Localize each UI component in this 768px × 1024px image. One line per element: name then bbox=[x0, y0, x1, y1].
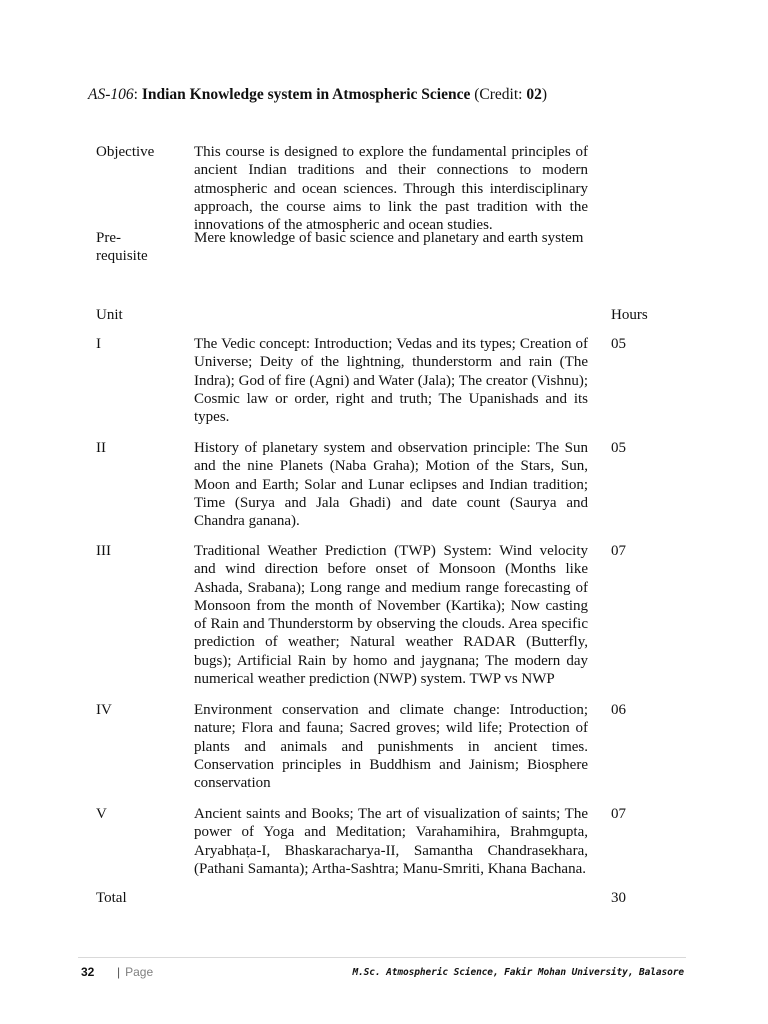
objective-label: Objective bbox=[96, 144, 155, 160]
total-label: Total bbox=[96, 890, 127, 906]
objective-text: This course is designed to explore the fundamental principles of ancient Indian traditions and their connections to modern atmospheric and ocean sciences. Through this interdisciplinary approach, the course aims to link the past tradition with the innovations of the atmospheric and ocean studies. bbox=[194, 144, 588, 234]
credit-value: 02 bbox=[526, 86, 542, 103]
unit-column-header: Unit bbox=[96, 307, 123, 323]
prerequisite-label bbox=[96, 229, 148, 266]
unit-number: I bbox=[96, 336, 101, 352]
unit-hours: 05 bbox=[611, 440, 626, 456]
total-hours: 30 bbox=[611, 890, 626, 906]
course-code-colon: : bbox=[133, 86, 142, 103]
unit-content: Traditional Weather Prediction (TWP) System: Wind velocity and wind direction before onset of Monsoon (Months like Ashada, Srabana); Long range and medium range forecasting of Monsoon from the month of November (Kartika); Now casting of Rain and Thunderstorm by observing the clouds. Area specific prediction of weather; Natural weather RADAR (Butterfly, bugs); Artificial Rain by homo and jaygnana; The modern day numerical weather prediction (NWP) system. TWP vs NWP bbox=[194, 543, 588, 688]
unit-content: History of planetary system and observation principle: The Sun and the nine Planets (Naba Graha); Motion of the Stars, Sun, Moon and Earth; Solar and Lunar eclipses and Indian tradition; Time (Surya and Jala Ghadi) and date count (Saurya and Chandra ganana). bbox=[194, 440, 588, 530]
page-label: Page bbox=[125, 965, 154, 979]
unit-hours: 05 bbox=[611, 336, 626, 352]
unit-number: V bbox=[96, 806, 107, 822]
hours-column-header: Hours bbox=[611, 307, 648, 323]
unit-number: IV bbox=[96, 702, 112, 718]
unit-content: The Vedic concept: Introduction; Vedas and its types; Creation of Universe; Deity of the lightning, thunderstorm and rain (The Indra); God of fire (Agni) and Water (Jala); The creator (Vishnu); Cosmic law or order, right and truth; The Upanishads and its types. bbox=[194, 336, 588, 426]
course-title-line bbox=[88, 85, 688, 105]
unit-content: Environment conservation and climate change: Introduction; nature; Flora and fauna; Sacred groves; wild life; Protection of plants and animals and punishments in ancient times. Conservation principles in Buddhism and Jainism; Biosphere conservation bbox=[194, 702, 588, 792]
unit-content: Ancient saints and Books; The art of visualization of saints; The power of Yoga and Meditation; Varahamihira, Brahmgupta, Aryabhaṭa-I, Bhaskaracharya-II, Samantha Chandrasekhara, (Pathani Samanta); Artha-Sashtra; Manu-Smriti, Khana Bachana. bbox=[194, 806, 588, 877]
credit-prefix: (Credit: bbox=[470, 86, 527, 103]
prerequisite-label-line2: requisite bbox=[96, 248, 148, 265]
unit-hours: 07 bbox=[611, 806, 626, 822]
page-label-group bbox=[117, 965, 153, 979]
unit-number: II bbox=[96, 440, 106, 456]
prerequisite-label-line1: Pre- bbox=[96, 230, 121, 246]
page-separator: | bbox=[117, 965, 121, 979]
page-number: 32 bbox=[81, 965, 95, 979]
unit-hours: 06 bbox=[611, 702, 626, 718]
unit-hours: 07 bbox=[611, 543, 626, 559]
footer-program-text: M.Sc. Atmospheric Science, Fakir Mohan University, Balasore bbox=[352, 967, 684, 978]
prerequisite-text: Mere knowledge of basic science and planetary and earth system bbox=[194, 230, 584, 246]
course-title: Indian Knowledge system in Atmospheric Science bbox=[141, 86, 471, 103]
unit-number: III bbox=[96, 543, 111, 559]
footer-divider bbox=[78, 957, 686, 958]
course-code: AS-106 bbox=[88, 86, 134, 103]
credit-suffix: ) bbox=[541, 86, 547, 103]
